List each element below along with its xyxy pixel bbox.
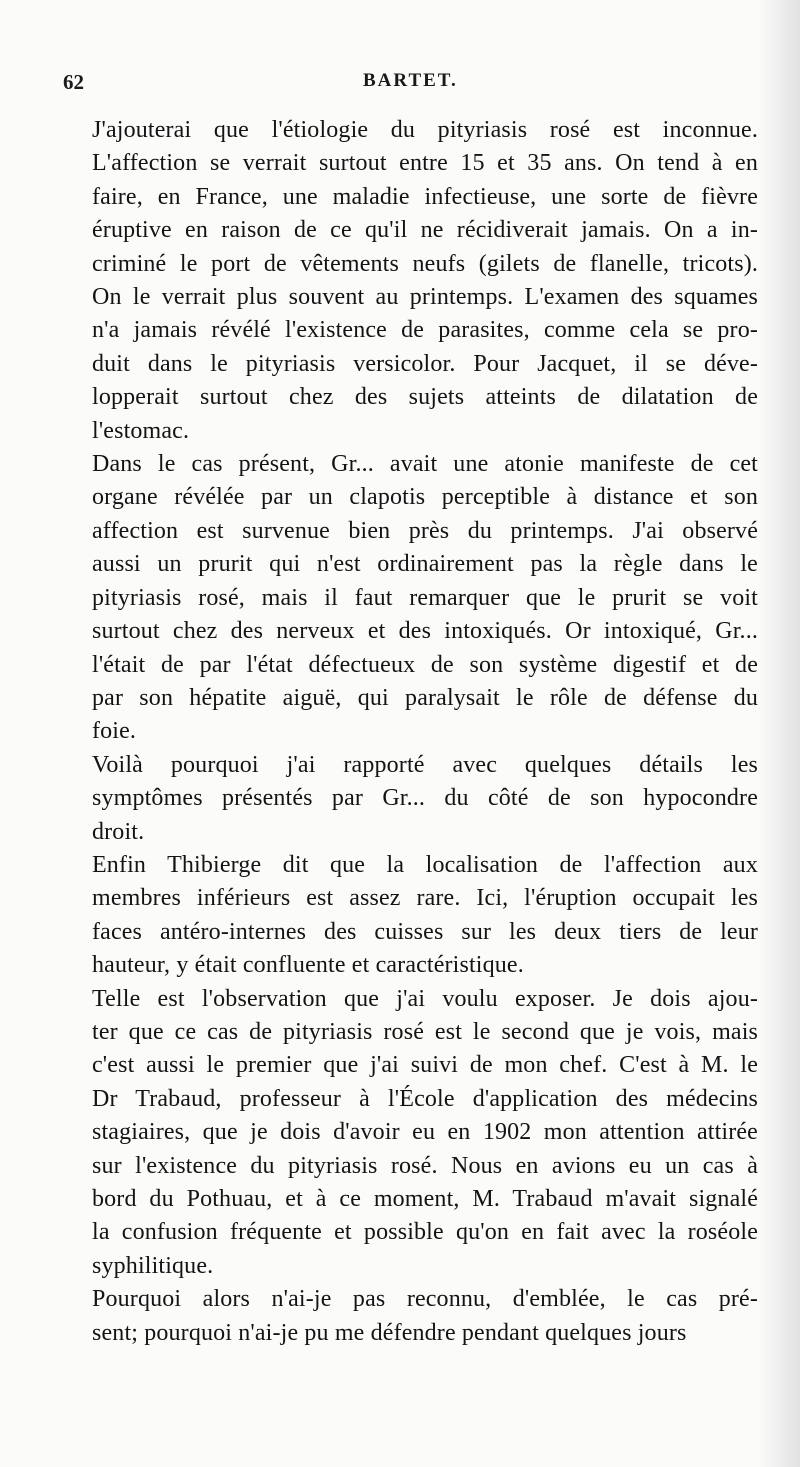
text-line: faire, en France, une maladie infectieuse, une sorte de fièvre [92,183,758,210]
text-line: affection est survenue bien près du printemps. J'ai observé [92,517,758,544]
text-line: foie. [92,718,137,745]
text-line: sent; pourquoi n'ai-je pu me défendre pendant quelques jours [92,1319,687,1346]
text-line: Telle est l'observation que j'ai voulu exposer. Je dois ajou- [92,985,758,1012]
text-line: c'est aussi le premier que j'ai suivi de mon chef. C'est à M. le [92,1052,758,1079]
text-line: membres inférieurs est assez rare. Ici, l'éruption occupait les [92,885,758,912]
text-line: duit dans le pityriasis versicolor. Pour Jacquet, il se déve- [92,350,758,377]
text-line: organe révélée par un clapotis perceptible à distance et son [92,484,758,511]
text-line: L'affection se verrait surtout entre 15 et 35 ans. On tend à en [92,150,758,177]
paragraph [62,1283,758,1350]
text-line: par son hépatite aiguë, qui paralysait le rôle de défense du [92,684,758,711]
paragraph [62,983,758,1284]
text-line: l'estomac. [92,417,190,444]
text-line: ter que ce cas de pityriasis rosé est le second que je vois, mais [92,1018,758,1045]
text-line: surtout chez des nerveux et des intoxiqués. Or intoxiqué, Gr... [92,618,758,645]
text-line: stagiaires, que je dois d'avoir eu en 1902 mon attention attirée [92,1119,758,1146]
text-line: pityriasis rosé, mais il faut remarquer que le prurit se voit [92,584,758,611]
text-line: sur l'existence du pityriasis rosé. Nous en avions eu un cas à [92,1152,758,1179]
text-line: hauteur, y était confluente et caractéristique. [92,952,524,979]
text-line: aussi un prurit qui n'est ordinairement pas la règle dans le [92,551,758,578]
body-text [62,114,758,1350]
text-line: criminé le port de vêtements neufs (gilets de flanelle, tricots). [92,250,758,277]
text-line: la confusion fréquente et possible qu'on en fait avec la roséole [92,1219,758,1246]
text-line: Dans le cas présent, Gr... avait une atonie manifeste de cet [92,451,758,478]
text-line: J'ajouterai que l'étiologie du pityriasis rosé est inconnue. [92,117,758,143]
text-line: On le verrait plus souvent au printemps. L'examen des squames [92,284,758,311]
text-line: l'était de par l'état défectueux de son système digestif et de [92,651,758,678]
text-line: bord du Pothuau, et à ce moment, M. Trabaud m'avait signalé [92,1186,758,1212]
text-line: droit. [92,818,145,845]
text-line: Pourquoi alors n'ai-je pas reconnu, d'emblée, le cas pré- [92,1286,758,1313]
paragraph [62,448,758,749]
text-line: Dr Trabaud, professeur à l'École d'application des médecins [92,1085,758,1112]
running-head: BARTET. [363,70,458,91]
text-line: Enfin Thibierge dit que la localisation de l'affection aux [92,851,758,878]
text-line: faces antéro-internes des cuisses sur les deux tiers de leur [92,918,758,945]
text-line: n'a jamais révélé l'existence de parasites, comme cela se pro- [92,317,758,344]
paragraph [62,114,758,448]
text-line: lopperait surtout chez des sujets atteints de dilatation de [92,384,758,411]
page-header [63,70,763,100]
text-line: éruptive en raison de ce qu'il ne récidiverait jamais. On a in- [92,217,758,244]
paragraph [62,749,758,849]
text-line: symptômes présentés par Gr... du côté de son hypocondre [92,785,758,812]
paragraph [62,849,758,983]
text-line: syphilitique. [92,1252,214,1279]
page-edge-shadow [758,0,800,1467]
page-number: 62 [63,70,84,94]
text-line: Voilà pourquoi j'ai rapporté avec quelques détails les [92,751,758,778]
